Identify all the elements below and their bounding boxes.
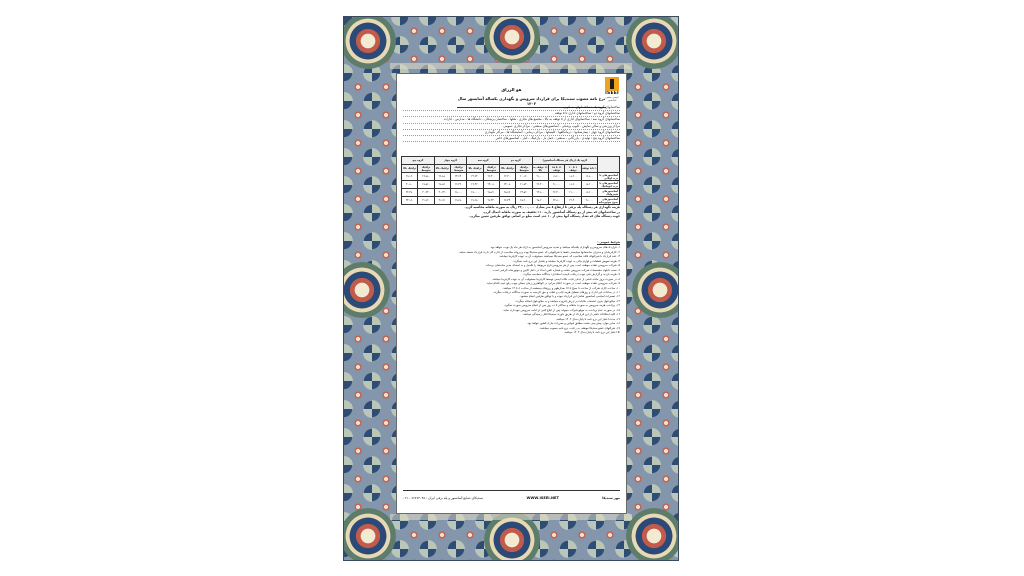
term-line: ۱۴- پرداخت هزینه سرویس به صورت ماهانه و حداکثر تا ده روز پس از انجام سرویس صورت میگیرد. — [503, 303, 620, 308]
fee-cell: ۲۶,۸۸۰ — [434, 173, 450, 181]
edge-medallion — [632, 262, 679, 318]
fee-cell: ۲۱,۸۴۰ — [516, 181, 532, 189]
term-line: ۸- در صورت بروز حادثه ناشی از عدم رعایت نکات ایمنی توسط کارفرما مسئولیت آن به عهده کارفرما میباشد. — [491, 276, 620, 281]
note-line: هزینه نگهداری هر دستگاه پله برقی تا ارتفاع ۸ متر معادل ۲۳,۰۰۰,۰۰۰ ریال به صورت ماهانه محاسبه گردد. — [464, 205, 620, 209]
fee-cell: ۱۸,۲۰۰ — [565, 173, 581, 181]
fee-cell: ۲۴,۶۴۰ — [451, 173, 467, 181]
group-line: ساختمانهای گروه پنج : تولیدی - بازرگانی - صنعتی - حمل بار - پارکینگ - انبار - آسانسورهای خاص — [403, 136, 620, 142]
col-group: گروه یک (ریال هر دستگاه آسانسور) — [532, 157, 597, 165]
doc-heading: نرخ نامه مصوب ستندیکا برای قرارداد سرویس و نگهداری یکساله آسانسور سال ۱۴۰۲ — [457, 96, 606, 106]
price-list-document — [396, 73, 627, 514]
fee-cell: ۳۰,۸۰۰ — [402, 181, 418, 189]
corner-medallion — [343, 508, 396, 561]
fee-cell: ۲۲,۴۰۰ — [549, 189, 565, 197]
sub-header: ترافیک بالا — [434, 165, 450, 173]
term-line: ۶- نصب تابلوی مشخصات شرکت سرویس دهنده و شماره تلفن امداد در داخل کابین و موتورخانه الزامی است. — [492, 267, 620, 272]
fee-cell: ۲۸,۵۶۰ — [418, 181, 434, 189]
terms-list — [403, 245, 620, 334]
doc-title: هو الرزاق — [501, 87, 522, 92]
fee-cell: ۲۰,۱۶۰ — [516, 173, 532, 181]
fee-cell: ۲۲,۴۰۰ — [483, 173, 499, 181]
row-label: آسانسورهای با درب اتوماتیک — [598, 181, 620, 189]
fee-cell: ۱۹,۶۰۰ — [565, 181, 581, 189]
fee-cell: ۳۱,۹۲۰ — [418, 197, 434, 205]
fee-table — [401, 156, 620, 205]
fee-cell: ۲۴,۶۴۰ — [467, 173, 483, 181]
fee-cell: ۲۸,۰۰۰ — [451, 189, 467, 197]
fee-cell: ۲۶,۳۲۰ — [451, 181, 467, 189]
fee-cell: ۲۹,۶۸۰ — [467, 197, 483, 205]
fee-cell: ۲۵,۷۶۰ — [500, 189, 516, 197]
fee-cell: ۲۸,۵۶۰ — [434, 181, 450, 189]
fee-cell: ۳۱,۹۲۰ — [434, 197, 450, 205]
fee-cell: ۳۴,۱۶۰ — [402, 197, 418, 205]
sub-header: ۱۶ توقف به بالا — [533, 165, 548, 172]
corner-medallion — [626, 508, 679, 561]
logo-brand: ISEEI — [605, 91, 619, 96]
fee-cell: ۲۹,۱۲۰ — [402, 173, 418, 181]
group-line: مراکز ورزشی و سالن نمایش - کلوپ پزشکی - آسانسورهای صنعتی - مراکز تجاری عمومی — [403, 124, 620, 130]
table-row — [402, 173, 620, 181]
building-groups — [403, 105, 620, 142]
fee-cell: ۳۰,۲۴۰ — [418, 189, 434, 197]
sub-header: ترافیک بالا — [402, 165, 418, 173]
footer-seal: مهر سندیکا — [602, 496, 620, 500]
corner-medallion — [626, 16, 679, 69]
term-line: ۱۲- تعمیرات اساسی آسانسور شامل این قرارداد نبوده و با توافق طرفین انجام میشود. — [519, 294, 620, 299]
col-group: گروه دو — [500, 157, 533, 165]
footer-phone: سندیکای صنایع آسانسور و پله برقی ایران : ۶۶۷۶۴۰۴۵ - ۰۲۱ — [403, 496, 484, 500]
table-row — [402, 181, 620, 189]
sub-header-row — [402, 165, 620, 173]
fee-cell: ۲۵,۲۰۰ — [532, 197, 548, 205]
term-line: ★ اعتبار این نرخ نامه تا پایان سال ۱۴۰۲ میباشد. — [563, 330, 620, 335]
term-line: ۱۶- کلیه اختلافات ناشی از این قرارداد از طریق داوری سندیکا قابل رسیدگی میباشد. — [522, 312, 620, 317]
fee-cell: ۱۶,۸۰۰ — [581, 173, 597, 181]
fee-cell: ۳۰,۲۴۰ — [434, 189, 450, 197]
table-row — [402, 189, 620, 197]
fee-cell: ۲۶,۳۲۰ — [467, 181, 483, 189]
sub-header: ترافیک بالا — [500, 165, 516, 173]
term-line: ۱۷- مدت اعتبار این نرخ نامه تا پایان سال ۱۴۰۲ میباشد. — [555, 316, 620, 321]
fee-cell: ۲۳,۸۰۰ — [532, 189, 548, 197]
group-line: ساختمانهای گروه چهار : بیمارستانها - درمانگاهها - کلینیکها - مراکز درمانی - آسایشگاه ها - مراکز نگهداری — [403, 130, 620, 136]
fee-cell: ۲۳,۸۰۰ — [549, 197, 565, 205]
terms — [403, 240, 620, 335]
fee-cell: ۲۴,۰۸۰ — [483, 181, 499, 189]
fee-cell: ۲۷,۴۴۰ — [483, 197, 499, 205]
fee-cell: ۲۲,۴۰۰ — [500, 173, 516, 181]
fee-cell: ۲۶,۸۸۰ — [418, 173, 434, 181]
fee-cell: ۲۴,۰۸۰ — [500, 181, 516, 189]
fee-cell: ۲۱,۰۰۰ — [532, 173, 548, 181]
term-line: ۱۰- ساعت کاری شرکت از ساعت ۸ صبح تا ۱۷ بعدازظهر و روزهای پنجشنبه از ساعت ۸ تا ۱۳ میباشد. — [502, 285, 620, 290]
term-line: ۴- هزینه تعویض قطعات و لوازم یدکی به عهده کارفرما میباشد و شامل این نرخ نامه نمیگردد. — [512, 258, 620, 263]
fee-cell: ۲۲,۴۰۰ — [565, 197, 581, 205]
term-line: ۱- قرارداد های سرویس و نگهداری یکساله میباشد و تمدید سرویس آسانسور به ازای هر ماه یک نوبت خواهد بود. — [490, 245, 620, 250]
notes — [403, 205, 620, 219]
footer-website: WWW.ISEEI.NET — [526, 496, 559, 500]
fee-cell: ۲۱,۰۰۰ — [549, 181, 565, 189]
sub-header: ترافیک متوسط — [418, 165, 434, 173]
term-line: ۱۵- در صورت عدم پرداخت به موقع شرکت میتواند پس از ابلاغ کتبی از ادامه سرویس خودداری نماید. — [502, 307, 620, 312]
group-line: ساختمانهای گروه سه : ساختمانهای اداری از ۵ توقف به بالا - مجتمع های تجاری - هتلها - ساختمان پزشکان - دانشگاه ها - مدارس - ادارات — [403, 117, 620, 123]
term-line: ۷- هزینه بازدید و گزارش فنی جهت دریافت تاییدیه استاندارد جداگانه محاسبه میگردد. — [522, 272, 620, 277]
inner-band — [390, 63, 632, 69]
table-row — [402, 197, 620, 205]
terms-title: شرایط عمومی : — [597, 240, 620, 244]
sub-header: ترافیک متوسط — [451, 165, 467, 173]
sub-header: ترافیک متوسط — [483, 165, 499, 173]
group-line: ساختمانهای گروه یک : ساختمانهای مسکونی — [403, 105, 620, 111]
fee-cell: ۲۷,۴۴۰ — [500, 197, 516, 205]
fee-cell: ۲۳,۵۲۰ — [516, 189, 532, 197]
fee-table-body — [402, 173, 620, 205]
fee-cell: ۲۸,۰۰۰ — [467, 189, 483, 197]
term-line: ۲- کارفرمایان و مدیران ساختمانها میبایستی فقط با شرکتهایی که عضو سندیکا بوده و پروانه صلاحیت از اداره کار دارند قرارداد منعقد نمایند. — [458, 249, 620, 254]
col-group: گروه پنج — [402, 157, 435, 165]
fee-cell: ۲۹,۶۸۰ — [451, 197, 467, 205]
fee-cell: ۲۵,۷۶۰ — [483, 189, 499, 197]
term-line: ۱۳- مبالغ فوق بدون احتساب مالیات بر ارزش افزوده میباشد و به مبالغ فوق اضافه میگردد. — [515, 298, 620, 303]
sub-header: ۶ تا ۱۰ توقف — [565, 165, 581, 173]
fee-cell: ۲۱,۰۰۰ — [565, 189, 581, 197]
fee-cell: ۱۹,۶۰۰ — [549, 173, 565, 181]
logo-subtitle: انجمن صنفی آسانسور — [605, 96, 619, 102]
note-line: در ساختمانهای که بیش از دو دستگاه آسانسور دارند ۱۰٪ تخفیف به صورت ماهانه اعمال گردد. — [482, 209, 620, 214]
fee-cell: ۲۱,۰۰۰ — [581, 197, 597, 205]
term-line: ۹- شرکت سرویس دهنده موظف است در صورت اعلام خرابی در کوتاهترین زمان ممکن جهت رفع عیب اقدام نماید. — [486, 281, 620, 286]
inner-band — [390, 514, 632, 520]
sub-header: ترافیک بالا — [467, 165, 483, 173]
row-label: آسانسورهای هیدرولیک — [598, 189, 620, 197]
sub-header: ۱ تا ۵ توقف — [581, 165, 597, 173]
col-group: گروه سه — [467, 157, 500, 165]
term-line: ۱۱- در ساعات غیر اداری و روزهای تعطیل هزینه ایاب و ذهاب و حق الزحمه به صورت جداگانه دریافت میگردد. — [492, 289, 620, 294]
term-line: ۳- عقد قرارداد با شرکتهای فاقد صلاحیت که عضو سندیکا نمیباشند مسئولیت آن به عهده کارفرما میباشد. — [499, 254, 620, 259]
fee-cell: ۳۲,۴۸۰ — [402, 189, 418, 197]
term-line: ۵- شرکت سرویس دهنده موظف است پس از هر سرویس فرم مربوطه را تکمیل و به امضای مدیر ساختمان برساند. — [485, 263, 620, 268]
col-group: گروه چهار — [434, 157, 467, 165]
fee-cell: ۲۲,۴۰۰ — [532, 181, 548, 189]
fee-cell: ۲۵,۲۰۰ — [516, 197, 532, 205]
table-corner — [598, 157, 620, 173]
sub-header: ترافیک متوسط — [516, 165, 532, 173]
term-line: ۱۹- شرکتهای عضو سندیکا موظف به رعایت نرخ نامه مصوب میباشند. — [539, 325, 620, 330]
term-line: ۱۸- سایر موارد پیش بینی نشده مطابق قوانین و مقررات جاری کشور خواهد بود. — [526, 321, 620, 326]
fee-cell: ۱۹,۶۰۰ — [581, 189, 597, 197]
group-line: ساختمانهای گروه دو : ساختمانهای اداری تا ۵ توقف — [403, 111, 620, 117]
note-line: جهت دستگاه های که تعداد دستگاه آنها بیش از ۱۰ عدد است مبلغ بر اساس توافق طرفین تعیین میگردد. — [469, 214, 620, 219]
sub-header: ۱۱ تا ۱۵ توقف — [549, 165, 565, 173]
row-label: آسانسورهای با درب لولایی — [598, 173, 620, 181]
row-label: آسانسورهای بدون موتورخانه — [598, 197, 618, 204]
footer — [403, 490, 620, 505]
fee-cell: ۱۸,۲۰۰ — [581, 181, 597, 189]
